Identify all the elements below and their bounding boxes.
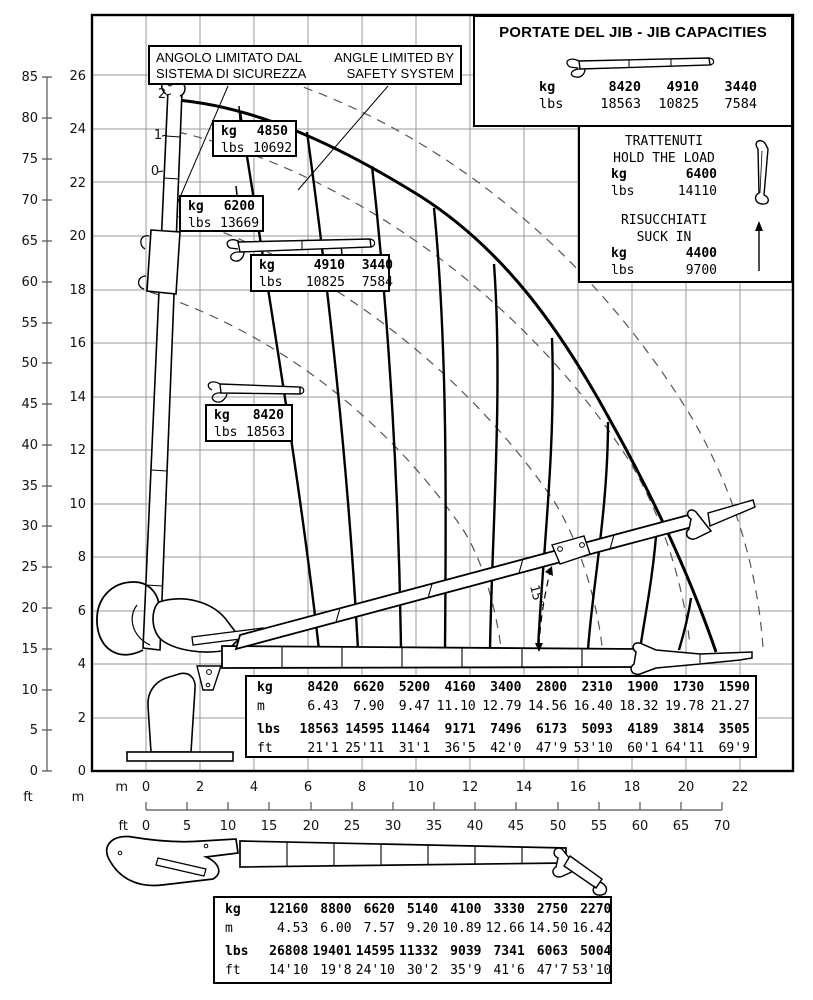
- axis-label: 30: [384, 819, 402, 834]
- axis-label: 45: [507, 819, 525, 834]
- kg-label: kg: [188, 199, 204, 214]
- kg-label: kg: [259, 258, 275, 273]
- cell: 12.66: [485, 921, 525, 936]
- cell: 16.42: [572, 921, 612, 936]
- cell: 18.32: [619, 699, 659, 714]
- cell: 6620: [353, 680, 385, 695]
- bottom-ft-axis: [119, 802, 731, 834]
- extension-mark: 1: [153, 128, 163, 143]
- jib-icon: [559, 53, 721, 79]
- lbs-label: lbs: [188, 215, 212, 231]
- cell: 30'2: [406, 963, 439, 978]
- axis-label: 6: [303, 780, 313, 795]
- cell: 16.40: [573, 699, 613, 714]
- cell: 6.43: [307, 699, 339, 714]
- axis-label: 0: [141, 780, 151, 795]
- jib-icon-c8420: [208, 382, 303, 402]
- table-row-m: [257, 697, 751, 716]
- kg-value: 4910: [313, 258, 345, 273]
- axis-label: 55: [590, 819, 608, 834]
- axis-label: 60: [631, 819, 649, 834]
- cell: 47'7: [536, 963, 569, 978]
- cell: 14.50: [528, 921, 569, 936]
- axis-label: 4: [249, 780, 259, 795]
- safety-note-it-line2: SISTEMA DI SICUREZZA: [156, 66, 307, 81]
- jib-capacities-panel: [473, 15, 793, 127]
- suck-kg-row: [611, 246, 717, 263]
- axis-label: 4: [77, 657, 86, 672]
- callout-4850: [212, 120, 297, 157]
- axis-label: 20: [302, 819, 320, 834]
- cell: 12.79: [482, 699, 522, 714]
- up-arrow-icon: [755, 221, 763, 271]
- axis-label: 20: [69, 229, 86, 244]
- lbs-label: lbs: [539, 96, 564, 112]
- axis-label: 80: [21, 111, 38, 126]
- cell: 6.00: [320, 921, 352, 936]
- axis-label: 6: [77, 604, 86, 619]
- lbs-label: lbs: [611, 262, 635, 278]
- kg-label: kg: [214, 408, 230, 423]
- cell: 5093: [581, 722, 613, 737]
- cell: 3814: [672, 722, 705, 737]
- cell: 14.56: [527, 699, 568, 714]
- cell: 47'9: [535, 741, 568, 756]
- table-row-kg: [257, 678, 751, 697]
- axis-label: 2: [77, 711, 86, 726]
- axis-label: 25: [21, 560, 38, 575]
- axis-label: 16: [69, 336, 86, 351]
- lbs-label: lbs: [611, 183, 635, 199]
- cell: 25'11: [345, 741, 385, 756]
- lbs-value: 13669: [220, 215, 260, 231]
- cell: 1730: [672, 680, 705, 695]
- row-label: ft: [225, 963, 241, 978]
- kg-value: 6200: [223, 199, 255, 214]
- cell: 2750: [536, 902, 569, 917]
- lbs-value: 18563: [600, 96, 641, 112]
- axis-label: 10: [219, 819, 237, 834]
- lbs-value: 9700: [685, 262, 717, 278]
- kg-value: 8420: [252, 408, 284, 423]
- lbs-value: 18563: [246, 424, 286, 440]
- cell: 1590: [718, 680, 750, 695]
- left-m-axis: [69, 69, 86, 805]
- extension-mark: 2: [157, 87, 167, 102]
- cell: 9171: [444, 722, 476, 737]
- row-label: kg: [225, 902, 241, 917]
- row-label: m: [225, 921, 233, 936]
- table-row-lbs: [225, 942, 612, 961]
- axis-label: 50: [21, 356, 38, 371]
- main-boom-horizontal: [222, 643, 752, 674]
- cell: 14595: [355, 944, 395, 959]
- cell: 5200: [398, 680, 431, 695]
- cell: 4.53: [276, 921, 309, 936]
- lbs-value: 10692: [253, 140, 293, 156]
- table-row-ft: [257, 739, 751, 758]
- axis-label: 12: [461, 780, 479, 795]
- cell: 1900: [627, 680, 659, 695]
- cell: 9039: [450, 944, 482, 959]
- jib-capacities-lbs-row: [539, 96, 757, 113]
- row-label: kg: [257, 680, 273, 695]
- axis-label: 2: [195, 780, 205, 795]
- axis-label: 20: [21, 601, 38, 616]
- kg-label: kg: [221, 124, 237, 139]
- axis-label: 14: [69, 390, 86, 405]
- cell: 9.20: [406, 921, 439, 936]
- cell: 2270: [580, 902, 612, 917]
- axis-label: 85: [21, 70, 38, 85]
- cell: 7.57: [363, 921, 395, 936]
- kg-value: 4910: [666, 79, 699, 95]
- cell: 53'10: [573, 741, 613, 756]
- axis-label: 70: [21, 193, 38, 208]
- axis-label: 18: [623, 780, 641, 795]
- axis-label: 30: [21, 519, 38, 534]
- callout-4910-3440: [250, 254, 393, 292]
- cell: 14'10: [269, 963, 309, 978]
- kg-value: 4850: [256, 124, 288, 139]
- cell: 41'6: [493, 963, 525, 978]
- hold-title-it: TRATTENUTI: [624, 134, 704, 149]
- cell: 7.90: [353, 699, 385, 714]
- table-row-m: [225, 919, 612, 938]
- axis-label: 14: [515, 780, 533, 795]
- extension-mark: 0: [150, 164, 160, 179]
- row-label: m: [257, 699, 265, 714]
- cell: 8800: [320, 902, 352, 917]
- axis-label: 12: [69, 443, 86, 458]
- left-ft-axis: [21, 70, 52, 805]
- cell: 18563: [299, 722, 339, 737]
- lbs-value: 7584: [724, 96, 757, 112]
- axis-unit: m: [71, 790, 85, 805]
- cell: 4160: [444, 680, 476, 695]
- hold-kg-row: [611, 167, 717, 184]
- vertical-jib-icon: [756, 141, 769, 204]
- cell: 3505: [718, 722, 750, 737]
- kg-value: 3440: [724, 79, 757, 95]
- cell: 7341: [493, 944, 525, 959]
- axis-label: 40: [466, 819, 484, 834]
- axis-label: 26: [69, 69, 86, 84]
- cell: 42'0: [490, 741, 522, 756]
- cell: 26808: [269, 944, 309, 959]
- axis-label: 8: [357, 780, 367, 795]
- axis-label: 75: [21, 152, 38, 167]
- safety-limit-note: [148, 45, 462, 85]
- lbs-label: lbs: [214, 424, 238, 440]
- axis-label: 55: [21, 316, 38, 331]
- axis-label: 25: [343, 819, 361, 834]
- table-row-lbs: [257, 720, 751, 739]
- lbs-value: 14110: [677, 183, 717, 199]
- axis-label: 5: [29, 723, 38, 738]
- cell: 36'5: [444, 741, 476, 756]
- cell: 14595: [345, 722, 385, 737]
- kg-value: 4400: [685, 246, 717, 261]
- hold-panel-icons: [742, 139, 776, 275]
- kg-value: 6400: [685, 167, 717, 182]
- axis-unit: ft: [23, 790, 33, 805]
- kg-label: kg: [611, 246, 627, 261]
- axis-label: 10: [407, 780, 425, 795]
- axis-label: 10: [21, 683, 38, 698]
- cell: 4189: [627, 722, 659, 737]
- cell: 2800: [535, 680, 568, 695]
- angle-label: 15°: [526, 583, 547, 610]
- cell: 3330: [493, 902, 525, 917]
- hold-lbs-row: [611, 184, 717, 201]
- cell: 11332: [399, 944, 439, 959]
- axis-label: 45: [21, 397, 38, 412]
- jib-capacities-kg-row: [539, 79, 757, 96]
- cell: 24'10: [355, 963, 395, 978]
- stowed-crane-drawing: [107, 837, 607, 896]
- kg-label: kg: [611, 167, 627, 182]
- axis-label: 22: [731, 780, 749, 795]
- axis-label: 16: [569, 780, 587, 795]
- cell: 19'8: [320, 963, 352, 978]
- axis-label: 0: [29, 764, 38, 779]
- safety-note-en-line1: ANGLE LIMITED BY: [334, 50, 454, 65]
- bottom-ft-ticks: [146, 802, 722, 810]
- jib-capacities-title: PORTATE DEL JIB - JIB CAPACITIES: [499, 24, 767, 41]
- cell: 19.78: [665, 699, 705, 714]
- axis-label: 0: [77, 764, 86, 779]
- axis-unit: ft: [118, 819, 128, 834]
- cell: 31'1: [398, 741, 431, 756]
- cell: 4100: [450, 902, 482, 917]
- axis-label: 18: [69, 283, 86, 298]
- cell: 2310: [581, 680, 613, 695]
- cell: 5140: [406, 902, 439, 917]
- cell: 7496: [490, 722, 522, 737]
- cell: 5004: [580, 944, 612, 959]
- cell: 64'11: [665, 741, 705, 756]
- cell: 6063: [536, 944, 569, 959]
- callout-6200: [179, 195, 264, 232]
- cell: 6620: [363, 902, 395, 917]
- kg-value: 8420: [608, 79, 641, 95]
- row-label: ft: [257, 741, 273, 756]
- axis-label: 60: [21, 275, 38, 290]
- cell: 69'9: [718, 741, 750, 756]
- row-label: lbs: [257, 722, 281, 737]
- kg-label: kg: [539, 79, 556, 95]
- cell: 60'1: [627, 741, 659, 756]
- lbs-value: 7584: [361, 274, 393, 290]
- cell: 10.89: [442, 921, 482, 936]
- cell: 12160: [269, 902, 309, 917]
- cell: 35'9: [450, 963, 482, 978]
- hold-title-en: HOLD THE LOAD: [613, 150, 715, 166]
- axis-label: 50: [549, 819, 567, 834]
- cell: 19401: [312, 944, 352, 959]
- boom-capacity-table: [213, 896, 612, 984]
- cell: 21.27: [710, 699, 750, 714]
- cell: 53'10: [572, 963, 612, 978]
- safety-note-en-line2: SAFETY SYSTEM: [346, 66, 454, 81]
- axis-label: 24: [69, 122, 86, 137]
- suck-title-en: SUCK IN: [636, 229, 692, 245]
- cell: 21'1: [307, 741, 339, 756]
- axis-label: 20: [677, 780, 695, 795]
- axis-label: 0: [141, 819, 151, 834]
- lbs-label: lbs: [221, 140, 245, 156]
- cell: 8420: [307, 680, 339, 695]
- table-row-kg: [225, 900, 612, 919]
- table-row-ft: [225, 961, 612, 980]
- bottom-m-axis: [115, 780, 748, 795]
- lbs-value: 10825: [305, 274, 345, 290]
- load-hold-panel: [578, 125, 793, 283]
- suck-title-it: RISUCCHIATI: [620, 213, 708, 228]
- axis-label: 40: [21, 438, 38, 453]
- suck-lbs-row: [611, 263, 717, 280]
- axis-label: 65: [672, 819, 690, 834]
- axis-label: 15: [21, 642, 38, 657]
- axis-label: 35: [21, 479, 38, 494]
- callout-8420: [205, 404, 293, 442]
- cell: 3400: [490, 680, 522, 695]
- cell: 9.47: [398, 699, 431, 714]
- lbs-value: 10825: [658, 96, 699, 112]
- safety-note-it-line1: ANGOLO LIMITATO DAL: [156, 50, 302, 65]
- axis-label: 5: [182, 819, 192, 834]
- axis-label: 15: [260, 819, 278, 834]
- jib-capacity-table: [245, 675, 757, 758]
- lbs-label: lbs: [259, 274, 283, 290]
- axis-label: 22: [69, 176, 86, 191]
- row-label: lbs: [225, 944, 249, 959]
- axis-label: 8: [77, 550, 86, 565]
- axis-label: 70: [713, 819, 731, 834]
- cell: 6173: [535, 722, 568, 737]
- axis-unit: m: [115, 780, 128, 795]
- axis-label: 65: [21, 234, 38, 249]
- axis-label: 10: [69, 497, 86, 512]
- axis-label: 35: [425, 819, 443, 834]
- kg-value: 3440: [361, 258, 393, 273]
- cell: 11.10: [436, 699, 476, 714]
- cell: 11464: [390, 722, 431, 737]
